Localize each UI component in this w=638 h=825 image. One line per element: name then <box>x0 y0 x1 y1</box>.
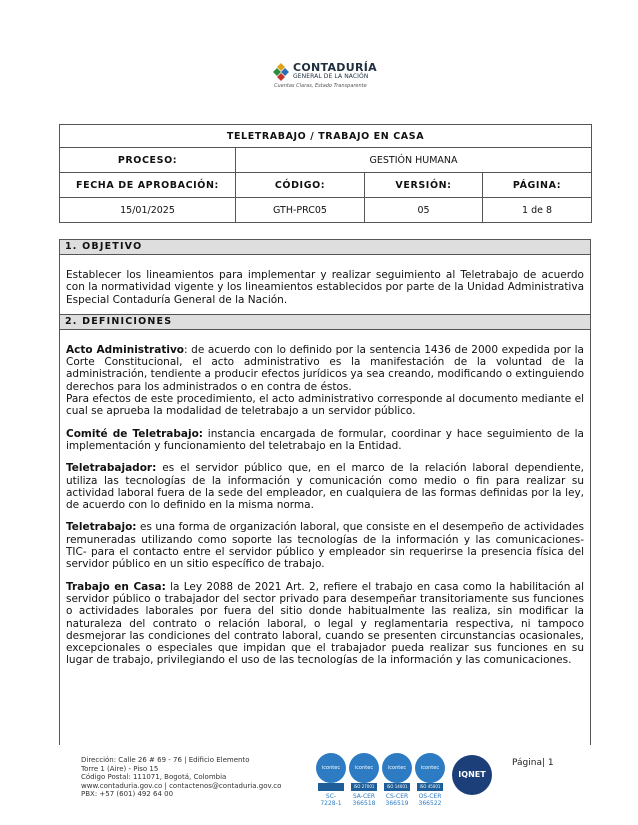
address-line: Torre 1 (Aire) - Piso 15 <box>81 764 159 773</box>
definition-comite <box>60 428 590 453</box>
icontec-brand: icontec <box>316 753 346 783</box>
cert-standard: ISO 45001 <box>417 783 443 791</box>
cert-code: SA-CER 366518 <box>352 793 376 807</box>
cert-standard: ISO 27001 <box>351 783 377 791</box>
address-line: PBX: +57 (601) 492 64 00 <box>81 790 174 798</box>
cert-code: OS-CER 366522 <box>418 793 442 807</box>
icontec-brand: icontec <box>382 753 412 783</box>
code-label: CÓDIGO: <box>236 173 365 198</box>
code-value: GTH-PRC05 <box>236 198 365 223</box>
iqnet-seal: IQNET <box>452 755 492 795</box>
icontec-cert-seal <box>349 753 379 809</box>
process-label: PROCESO: <box>60 148 236 173</box>
definition-acto-extra: Para efectos de este procedimiento, el acto administrativo corresponde al documento mediante el cual se aprueba la modalidad de teletrabajo a un servidor público. <box>66 393 584 418</box>
definition-text: es el servidor público que, en el marco de la relación laboral dependiente, utiliza las tecnologías de la información y comunicación como medio o fin para realizar su actividad laboral fuera de la sede del empleador, en cualquiera de las formas definidas por la ley, de acuerdo con lo definido en la misma norma. <box>66 462 584 512</box>
definition-text: : de acuerdo con lo definido por la sentencia 1436 de 2000 expedida por la Corte Constitucional, el acto administrativo es la manifestación de la voluntad de la administración, tendiente a producir efectos jurídicos ya sea creando, modificando o extinguiendo derechos para los administrados o en contra de éstos. <box>66 343 584 393</box>
cert-standard <box>318 783 344 791</box>
document-header-table <box>59 124 592 223</box>
definition-trabajo-en-casa <box>60 581 590 667</box>
logo-emblem-icon <box>273 63 289 83</box>
term-teletrabajo: Teletrabajo: <box>66 521 137 534</box>
address-line: Dirección: Calle 26 # 69 - 76 | Edificio Elemento <box>81 756 250 764</box>
version-label: VERSIÓN: <box>365 173 483 198</box>
term-teletrabajador: Teletrabajador: <box>66 462 157 475</box>
approval-date-value: 15/01/2025 <box>60 198 236 223</box>
process-value: GESTIÓN HUMANA <box>236 148 592 173</box>
address-line: Código Postal: 111071, Bogotá, Colombia <box>81 773 227 781</box>
definition-text: instancia encargada de formular, coordinar y hace seguimiento de la implementación y funcionamiento del teletrabajo en la Entidad. <box>66 427 584 452</box>
icontec-brand: icontec <box>415 753 445 783</box>
section-heading-objective: 1. OBJETIVO <box>60 240 590 255</box>
icontec-cert-seal <box>316 753 346 809</box>
definition-acto-administrativo <box>60 344 590 393</box>
footer-address <box>81 756 281 799</box>
term-trabajo-en-casa: Trabajo en Casa: <box>66 580 166 593</box>
document-body <box>59 239 591 745</box>
icontec-cert-seal <box>415 753 445 809</box>
term-comite: Comité de Teletrabajo: <box>66 427 203 440</box>
document-title: TELETRABAJO / TRABAJO EN CASA <box>60 125 592 148</box>
definition-text: la Ley 2088 de 2021 Art. 2, refiere el trabajo en casa como la habilitación al servidor público o trabajador del sector privado para desempeñar transitoriamente sus funciones o actividades laborales por fuera del sitio donde habitualmente las realiza, sin modificar la naturaleza del contrato o relación laboral, o legal y reglamentaria respectiva, ni tampoco desmejorar las condiciones del contrato laboral, cuando se presenten circunstancias ocasionales, excepcionales o especiales que impidan que el trabajador pueda realizar sus funciones en su lugar de trabajo, privilegiando el uso de las tecnologías de la información y las comunicaciones. <box>66 580 585 667</box>
definition-text: es una forma de organización laboral, que consiste en el desempeño de actividades remuneradas utilizando como soporte las tecnologías de la información y las comunicaciones- TIC- para el contacto entre el servidor público y empleador sin requerirse la presencia física del servidor público en un sitio específico de trabajo. <box>66 521 584 571</box>
cert-code: SC- 7228-1 <box>320 793 342 807</box>
objective-text: Establecer los lineamientos para implementar y realizar seguimiento al Teletrabajo de acuerdo con la normatividad vigente y los lineamientos establecidos por parte de la Unidad Administrativa Especial Contaduría General de la Nación. <box>66 269 584 306</box>
cert-code: CS-CER 366519 <box>385 793 409 807</box>
page-label: PÁGINA: <box>483 173 592 198</box>
icontec-cert-seal <box>382 753 412 809</box>
approval-date-label: FECHA DE APROBACIÓN: <box>60 173 236 198</box>
icontec-brand: icontec <box>349 753 379 783</box>
contaduria-logo <box>273 61 383 91</box>
page-value: 1 de 8 <box>483 198 592 223</box>
version-value: 05 <box>365 198 483 223</box>
logo-name: CONTADURÍA <box>293 61 377 74</box>
section-heading-definitions: 2. DEFINICIONES <box>60 314 590 330</box>
cert-standard: ISO 14001 <box>384 783 410 791</box>
definition-teletrabajo <box>60 521 590 570</box>
term-acto-administrativo: Acto Administrativo <box>66 343 184 356</box>
logo-subtitle: GENERAL DE LA NACIÓN <box>293 73 369 80</box>
logo-tagline: Cuentas Claras, Estado Transparente <box>274 83 367 89</box>
definition-teletrabajador <box>60 462 590 511</box>
address-line: www.contaduria.gov.co | contactenos@contaduria.gov.co <box>81 781 282 790</box>
footer-page-number: Página| 1 <box>512 758 554 768</box>
